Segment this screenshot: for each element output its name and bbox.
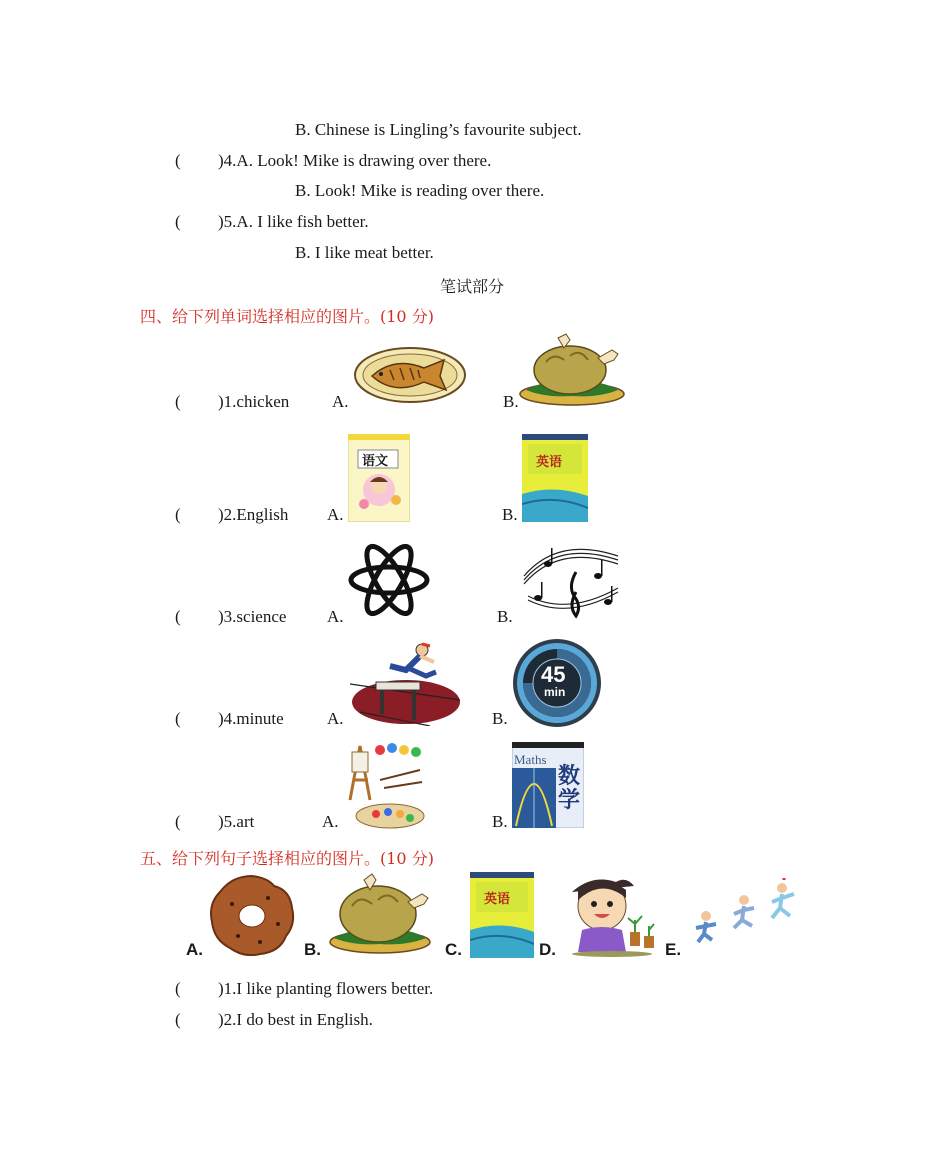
girl-planting-icon xyxy=(564,872,658,958)
english-book-title: 英语 xyxy=(536,455,563,470)
timer-number: 45 xyxy=(541,662,566,687)
s5-q1-sentence: )1.I like planting flowers better. xyxy=(218,979,434,998)
q5-option-b-label: B. xyxy=(492,812,508,831)
roast-chicken-icon xyxy=(518,332,626,408)
option-label-c: C. xyxy=(445,940,462,959)
option-label-d: D. xyxy=(539,940,556,959)
answer-paren: ( xyxy=(175,812,181,831)
children-running-icon xyxy=(688,876,800,948)
q1-option-b-label: B. xyxy=(503,392,519,411)
answer-paren: ( xyxy=(175,392,181,411)
listening-q4-option-b: B. Look! Mike is reading over there. xyxy=(295,181,545,200)
maths-cn-title: 数学 xyxy=(558,763,581,813)
answer-paren: ( xyxy=(175,151,181,170)
answer-paren: ( xyxy=(175,607,181,626)
donut-icon xyxy=(208,874,296,956)
answer-paren: ( xyxy=(175,1010,181,1029)
q2-option-a-label: A. xyxy=(327,505,344,524)
section-5-heading: 五、给下列句子选择相应的图片。(10 分) xyxy=(140,849,434,868)
roast-chicken-icon xyxy=(326,872,432,956)
timer-unit: min xyxy=(544,685,566,699)
english-textbook-icon xyxy=(470,872,534,958)
answer-paren: ( xyxy=(175,505,181,524)
listening-q4-option-a: )4.A. Look! Mike is drawing over there. xyxy=(218,151,492,170)
option-label-e: E. xyxy=(665,940,682,959)
q5-word: )5.art xyxy=(218,812,255,831)
fish-plate-icon xyxy=(354,346,466,404)
s5-q2-sentence: )2.I do best in English. xyxy=(218,1010,373,1029)
q2-option-b-label: B. xyxy=(502,505,518,524)
q3-option-b-label: B. xyxy=(497,607,513,626)
q1-word: )1.chicken xyxy=(218,392,290,411)
q3-option-a-label: A. xyxy=(327,607,344,626)
music-notes-icon xyxy=(518,536,624,622)
q5-option-a-label: A. xyxy=(322,812,339,831)
q3-word: )3.science xyxy=(218,607,287,626)
english-book-title: 英语 xyxy=(484,892,511,907)
english-textbook-icon xyxy=(522,434,588,522)
listening-q5-option-b: B. I like meat better. xyxy=(295,243,434,262)
answer-paren: ( xyxy=(175,212,181,231)
q4-word: )4.minute xyxy=(218,709,284,728)
q1-option-a-label: A. xyxy=(332,392,349,411)
atom-icon xyxy=(348,538,430,622)
written-part-title: 笔试部分 xyxy=(440,277,505,296)
chinese-textbook-icon xyxy=(348,434,410,522)
answer-paren: ( xyxy=(175,979,181,998)
art-supplies-icon xyxy=(340,740,426,830)
listening-q5-option-a: )5.A. I like fish better. xyxy=(218,212,369,231)
option-label-a: A. xyxy=(186,940,203,959)
section-4-heading: 四、给下列单词选择相应的图片。(10 分) xyxy=(140,307,434,326)
q4-option-b-label: B. xyxy=(492,709,508,728)
maths-word: Maths xyxy=(514,752,547,767)
q2-word: )2.English xyxy=(218,505,289,524)
chinese-book-title: 语文 xyxy=(362,454,389,469)
hurdler-icon xyxy=(350,640,460,726)
q4-option-a-label: A. xyxy=(327,709,344,728)
answer-paren: ( xyxy=(175,709,181,728)
option-label-b: B. xyxy=(304,940,321,959)
listening-q3-option-b: B. Chinese is Lingling’s favourite subject. xyxy=(295,120,582,139)
